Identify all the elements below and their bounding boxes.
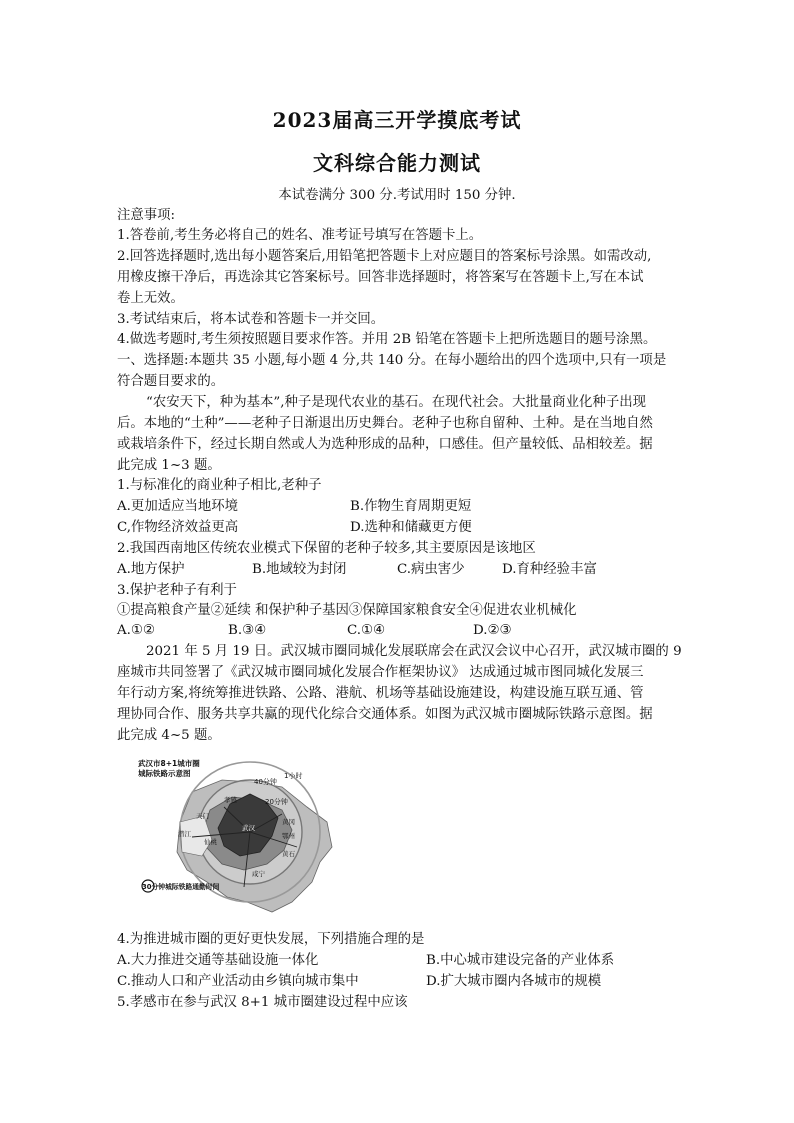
- note-2-line3: 卷上无效。: [117, 291, 184, 306]
- section-instruction-line2: 符合题目要求的。: [117, 374, 225, 389]
- city-qianjiang: 潜江: [178, 830, 191, 838]
- city-xiantao: 仙桃: [204, 838, 217, 846]
- q2-option-b: B.地域较为封闭: [252, 562, 347, 577]
- map-title-line1: 武汉市8+1城市圈: [138, 759, 200, 768]
- q4-option-a: A.大力推进交通等基础设施一体化: [117, 953, 319, 968]
- q3-option-a: A.①②: [117, 623, 155, 638]
- q4-option-d: D.扩大城市圈内各城市的规模: [426, 974, 602, 989]
- passage2-line5: 此完成 4~5 题。: [117, 728, 221, 743]
- q3-option-b: B.③④: [228, 623, 267, 638]
- label-1-hour: 1小时: [284, 772, 303, 780]
- passage1-line1: “农安天下，种为基本”,种子是现代农业的基石。在现代社会。大批量商业化种子出现: [146, 395, 647, 410]
- city-xianning: 咸宁: [252, 870, 265, 878]
- q4-option-b: B.中心城市建设完备的产业体系: [426, 953, 615, 968]
- q3-items: ①提高粮食产量②延续 和保护种子基因③保障国家粮食安全④促进农业机械化: [117, 603, 577, 618]
- map-title-line2: 城际铁路示意图: [138, 769, 191, 778]
- exam-info: 本试卷满分 300 分.考试用时 150 分钟.: [278, 188, 516, 203]
- city-wuhan: 武汉: [242, 824, 255, 832]
- q2-option-d: D.育种经验丰富: [502, 562, 597, 577]
- passage2-line1: 2021 年 5 月 19 日。武汉城市圈同城化发展联席会在武汉会议中心召开，武汉城市圈的 9: [146, 644, 682, 659]
- q3-option-c: C.①④: [347, 623, 386, 638]
- city-huangshi: 黄石: [282, 850, 295, 858]
- exam-title: 2023届高三开学摸底考试: [272, 108, 522, 132]
- city-xiaogan: 孝感: [224, 796, 237, 804]
- passage2-line4: 理协同合作、服务共享共赢的现代化综合交通体系。如图为武汉城市圈城际铁路示意图。据: [117, 707, 653, 722]
- passage1-line2: 后。本地的“土种”——老种子日渐退出历史舞台。老种子也称自留种、土种。是在当地自然: [117, 416, 653, 431]
- q5-stem: 5.孝感市在参与武汉 8+1 城市圈建设过程中应该: [117, 995, 408, 1010]
- city-ezhou: 鄂州: [282, 832, 295, 840]
- q2-stem: 2.我国西南地区传统农业模式下保留的老种子较多,其主要原因是该地区: [117, 541, 536, 556]
- note-3: 3.考试结束后，将本试卷和答题卡一并交回。: [117, 312, 385, 327]
- passage2-line3: 年行动方案,将统筹推进铁路、公路、港航、机场等基础设施建设，构建设施互联互通、管: [117, 686, 644, 701]
- q1-option-c: C,作物经济效益更高: [117, 520, 239, 535]
- q3-stem: 3.保护老种子有利于: [117, 583, 237, 598]
- q4-stem: 4.为推进城市圈的更好更快发展，下列措施合理的是: [117, 932, 425, 947]
- q1-option-d: D.选种和储藏更方便: [350, 520, 472, 535]
- passage1-line4: 此完成 1~3 题。: [117, 458, 221, 473]
- map-legend-text: 30分钟城际铁路通勤时间: [142, 883, 220, 891]
- passage2-line2: 座城市共同签署了《武汉城市圈同城化发展合作框架协议》 达成通过城市图同城化发展三: [117, 665, 644, 680]
- exam-subtitle: 文科综合能力测试: [313, 151, 481, 175]
- passage1-line3: 或栽培条件下，经过长期自然或人为选种形成的品种，口感佳。但产量较低、品相较差。据: [117, 437, 653, 452]
- q2-option-c: C.病虫害少: [397, 562, 465, 577]
- q2-option-a: A.地方保护: [117, 562, 185, 577]
- note-2-line2: 用橡皮擦干净后，再选涂其它答案标号。回答非选择题时，将答案写在答题卡上,写在本试: [117, 270, 644, 285]
- note-4: 4.做选考题时,考生须按照题目要求作答。并用 2B 铅笔在答题卡上把所选题目的题号涂黑。: [117, 332, 657, 347]
- label-40-min: 40分钟: [254, 778, 277, 786]
- q1-option-b: B.作物生育周期更短: [350, 499, 472, 514]
- note-1: 1.答卷前,考生务必将自己的姓名、准考证号填写在答题卡上。: [117, 228, 483, 243]
- section-instruction-line1: 一、选择题:本题共 35 小题,每小题 4 分,共 140 分。在每小题给出的四个选项中,只有一项是: [117, 353, 667, 368]
- notes-heading: 注意事项:: [117, 208, 176, 223]
- note-2-line1: 2.回答选择题时,选出每小题答案后,用铅笔把答题卡上对应题目的答案标号涂黑。如需改动,: [117, 249, 652, 264]
- q1-stem: 1.与标准化的商业种子相比,老种子: [117, 478, 322, 493]
- label-20-min: 20分钟: [265, 798, 288, 806]
- q1-option-a: A.更加适应当地环境: [117, 499, 239, 514]
- city-huanggang: 黄冈: [282, 818, 295, 826]
- q4-option-c: C.推动人口和产业活动由乡镇向城市集中: [117, 974, 359, 989]
- q3-option-d: D.②③: [473, 623, 512, 638]
- wuhan-railway-map: [132, 752, 347, 917]
- city-tianmen: 天门: [196, 812, 209, 820]
